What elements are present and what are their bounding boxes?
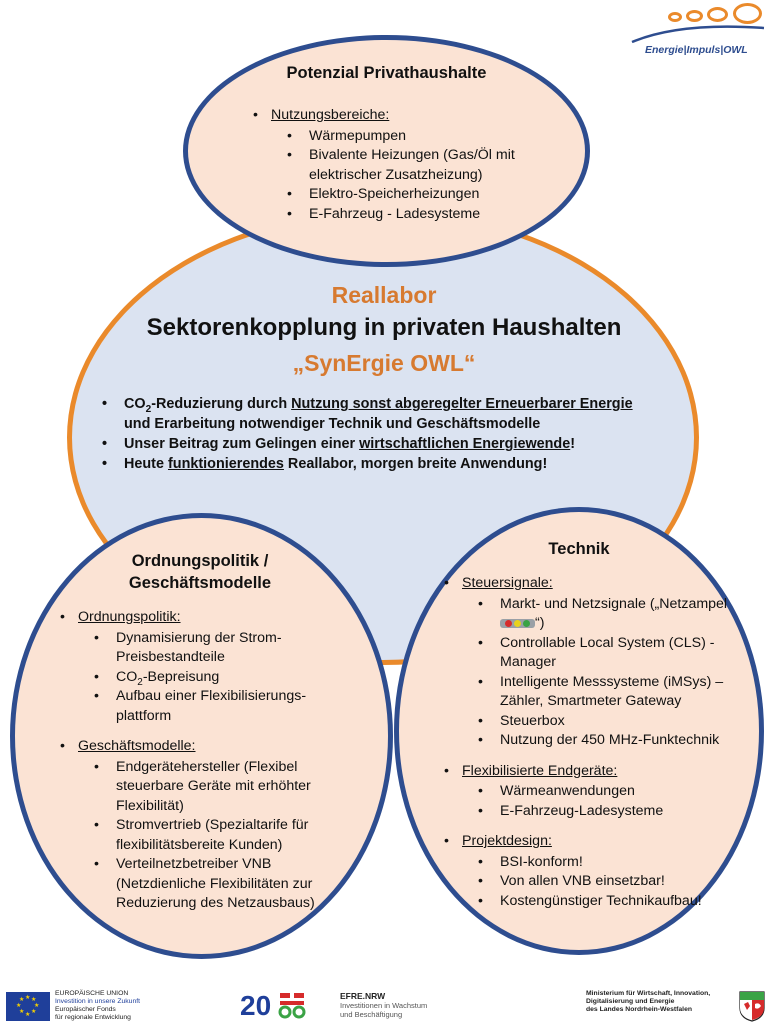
list-item: • BSI-konform! bbox=[478, 853, 744, 873]
list-item bbox=[60, 608, 350, 726]
right-title: Technik bbox=[548, 540, 610, 558]
list-item: • Aufbau einer Flexibilisierungs-plattform bbox=[94, 687, 350, 726]
list-item: • Wärmepumpen bbox=[287, 127, 553, 147]
list-item: • Kostengünstiger Technikaufbau! bbox=[478, 892, 744, 912]
right-section-label: Steuersignale: bbox=[462, 575, 553, 591]
logo-swoosh-icon bbox=[630, 22, 766, 44]
center-list bbox=[100, 394, 660, 474]
left-section-label: Geschäftsmodelle: bbox=[78, 738, 196, 754]
list-item bbox=[253, 106, 553, 224]
nrw-crest-icon bbox=[738, 990, 766, 1022]
list-item: • $CO_2$-Reduzierung durch Nutzung sonst abgeregelter Erneuerbarer Energie und Erarbeitung notwendiger Technik und Geschäftsmodelle bbox=[100, 394, 660, 434]
list-item: • Steuerbox bbox=[478, 712, 744, 732]
efre-2014-2020-logo bbox=[240, 988, 335, 1020]
list-item bbox=[60, 737, 350, 914]
list-item bbox=[444, 762, 744, 822]
list-item: • Endgerätehersteller (Flexibel steuerbare Geräte mit erhöhter Flexibilität) bbox=[94, 758, 350, 817]
list-item: • Wärmeanwendungen bbox=[478, 782, 744, 802]
main-title: Sektorenkopplung in privaten Haushalten bbox=[146, 314, 622, 341]
list-item: • Unser Beitrag zum Gelingen einer wirtschaftlichen Energiewende! bbox=[100, 434, 660, 454]
top-title: Potenzial Privathaushalte bbox=[286, 64, 487, 82]
right-list bbox=[444, 574, 744, 911]
list-item: • Stromvertrieb (Spezialtarife für flexibilitätsbereite Kunden) bbox=[94, 816, 350, 855]
list-item: • Nutzung der 450 MHz-Funktechnik bbox=[478, 731, 744, 751]
efre-text: EFRE.NRW Investitionen in Wachstum und Beschäftigung bbox=[340, 991, 428, 1019]
ministry-text: Ministerium für Wirtschaft, Innovation, Digitalisierung und Energie des Landes Nordrhein-Westfalen bbox=[586, 990, 711, 1013]
list-item: • Von allen VNB einsetzbar! bbox=[478, 872, 744, 892]
list-item bbox=[444, 574, 744, 751]
left-section-label: Ordnungspolitik: bbox=[78, 609, 181, 625]
reallabor-label: Reallabor bbox=[331, 282, 437, 308]
left-list bbox=[60, 608, 350, 914]
list-item: • Markt- und Netzsignale („Netzampel “) bbox=[478, 595, 744, 634]
traffic-light-icon bbox=[500, 619, 535, 628]
right-section-label: Projektdesign: bbox=[462, 833, 552, 849]
project-name: „SynErgie OWL“ bbox=[292, 350, 476, 376]
svg-text:20: 20 bbox=[240, 990, 272, 1020]
list-item: • Verteilnetzbetreiber VNB (Netzdienliche Flexibilitäten zur Reduzierung des Netzausbaus) bbox=[94, 855, 350, 914]
right-section-label: Flexibilisierte Endgeräte: bbox=[462, 762, 618, 779]
left-title: Ordnungspolitik / Geschäftsmodelle bbox=[128, 552, 272, 592]
list-item: • Heute funktionierendes Reallabor, morgen breite Anwendung! bbox=[100, 454, 660, 474]
list-item: • Controllable Local System (CLS) - Manager bbox=[478, 634, 744, 673]
eu-flag-icon: ★ ★ ★ ★ ★ ★ ★ ★ bbox=[6, 992, 50, 1021]
logo-text: Energie|Impuls|OWL bbox=[645, 44, 748, 56]
list-item: • Dynamisierung der Strom-Preisbestandteile bbox=[94, 629, 350, 668]
list-item: • $CO_2$-Bepreisung bbox=[94, 668, 350, 688]
list-item: • Bivalente Heizungen (Gas/Öl mit elektrischer Zusatzheizung) bbox=[287, 146, 553, 185]
list-item: • Intelligente Messsysteme (iMSys) – Zähler, Smartmeter Gateway bbox=[478, 673, 744, 712]
list-item: • E-Fahrzeug - Ladesysteme bbox=[287, 205, 553, 225]
top-list bbox=[253, 106, 553, 224]
list-item bbox=[444, 832, 744, 911]
top-section-label: Nutzungsbereiche: bbox=[271, 107, 390, 123]
list-item: • E-Fahrzeug-Ladesysteme bbox=[478, 802, 744, 822]
eu-text: EUROPÄISCHE UNION Investition in unsere Zukunft Europäischer Fonds für regionale Entwicklung bbox=[55, 990, 141, 1021]
list-item: • Elektro-Speicherheizungen bbox=[287, 185, 553, 205]
energie-impuls-owl-logo bbox=[630, 2, 766, 58]
